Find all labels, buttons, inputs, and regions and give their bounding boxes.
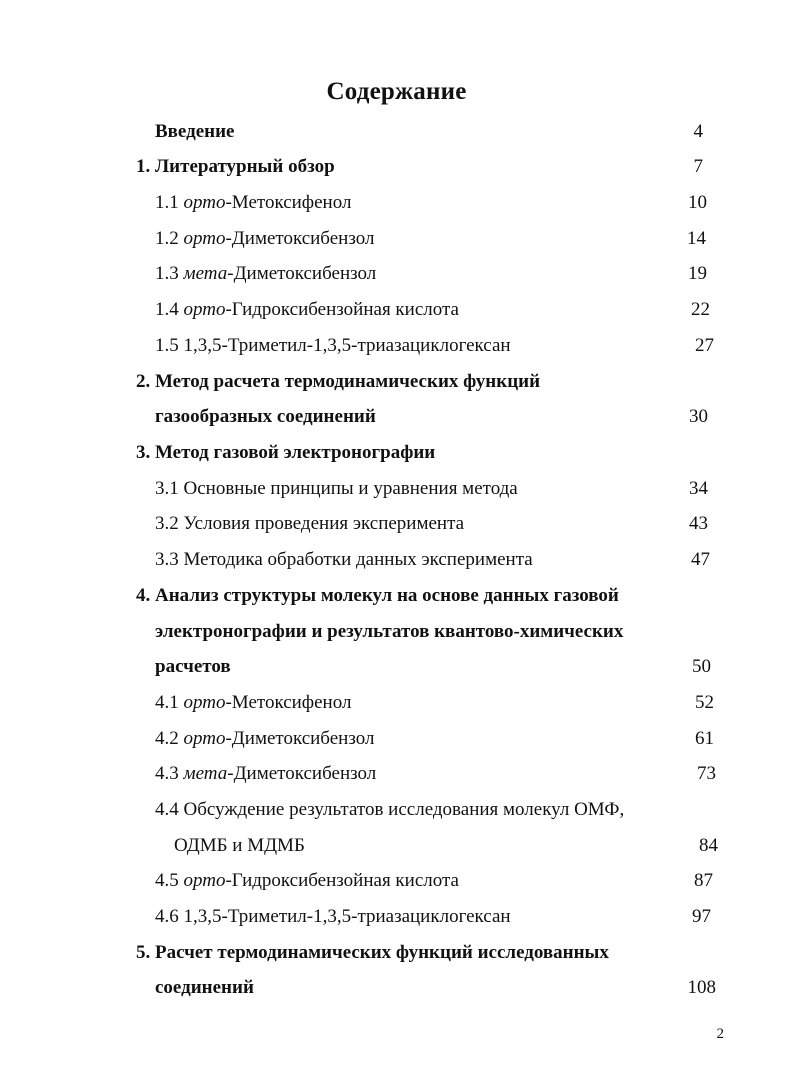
toc-page-number: 19 (688, 263, 707, 284)
toc-entry-chapter-4-cont: расчетов (155, 656, 231, 677)
toc-entry-chapter-5: 5. Расчет термодинамических функций исследованных (136, 942, 609, 963)
toc-page-number: 27 (695, 335, 714, 356)
toc-entry-4-6: 4.6 1,3,5-Триметил-1,3,5-триазациклогексан (155, 906, 511, 927)
toc-entry-chapter-2-cont: газообразных соединений (155, 406, 376, 427)
toc-page-number: 97 (692, 906, 711, 927)
toc-entry-chapter-2: 2. Метод расчета термодинамических функций (136, 371, 541, 392)
toc-entry-chapter-3: 3. Метод газовой электронографии (136, 442, 436, 463)
toc-entry-chapter-5-cont: соединений (155, 977, 254, 998)
toc-page-number: 108 (687, 977, 716, 998)
toc-title: Содержание (326, 78, 467, 105)
toc-page-number: 87 (694, 870, 713, 891)
toc-page-number: 22 (691, 299, 710, 320)
toc-entry-chapter-4-cont: электронографии и результатов квантово-химических (155, 621, 624, 642)
toc-entry-4-4-cont: ОДМБ и МДМБ (174, 835, 305, 856)
toc-entry-4-2: 4.2 орто-Диметоксибензол (155, 728, 375, 749)
toc-page-number: 34 (689, 478, 708, 499)
toc-page-number: 84 (699, 835, 718, 856)
toc-entry-1-3: 1.3 мета-Диметоксибензол (155, 263, 377, 284)
toc-entry-chapter-1: 1. Литературный обзор (136, 156, 335, 177)
toc-entry-1-2: 1.2 орто-Диметоксибензол (155, 228, 375, 249)
toc-page-number: 43 (689, 513, 708, 534)
toc-entry-1-5: 1.5 1,3,5-Триметил-1,3,5-триазациклогексан (155, 335, 511, 356)
toc-entry-1-4: 1.4 орто-Гидроксибензойная кислота (155, 299, 459, 320)
toc-page-number: 14 (687, 228, 706, 249)
toc-entry-introduction: Введение (155, 121, 235, 142)
toc-page-number: 50 (692, 656, 711, 677)
toc-page-number: 47 (691, 549, 710, 570)
toc-entry-4-3: 4.3 мета-Диметоксибензол (155, 763, 377, 784)
toc-entry-4-1: 4.1 орто-Метоксифенол (155, 692, 352, 713)
toc-entry-chapter-4: 4. Анализ структуры молекул на основе данных газовой (136, 585, 619, 606)
toc-entry-1-1: 1.1 орто-Метоксифенол (155, 192, 352, 213)
toc-page-number: 4 (693, 121, 703, 142)
toc-entry-4-5: 4.5 орто-Гидроксибензойная кислота (155, 870, 459, 891)
toc-entry-4-4: 4.4 Обсуждение результатов исследования молекул ОМФ, (155, 799, 625, 820)
page-number: 2 (716, 1026, 724, 1042)
toc-page-number: 52 (695, 692, 714, 713)
toc-page-number: 73 (697, 763, 716, 784)
toc-page-number: 61 (695, 728, 714, 749)
toc-entry-3-1: 3.1 Основные принципы и уравнения метода (155, 478, 518, 499)
toc-page-number: 10 (688, 192, 707, 213)
toc-entry-3-2: 3.2 Условия проведения эксперимента (155, 513, 465, 534)
toc-page-number: 30 (689, 406, 708, 427)
toc-entry-3-3: 3.3 Методика обработки данных эксперимента (155, 549, 533, 570)
toc-page-number: 7 (693, 156, 703, 177)
